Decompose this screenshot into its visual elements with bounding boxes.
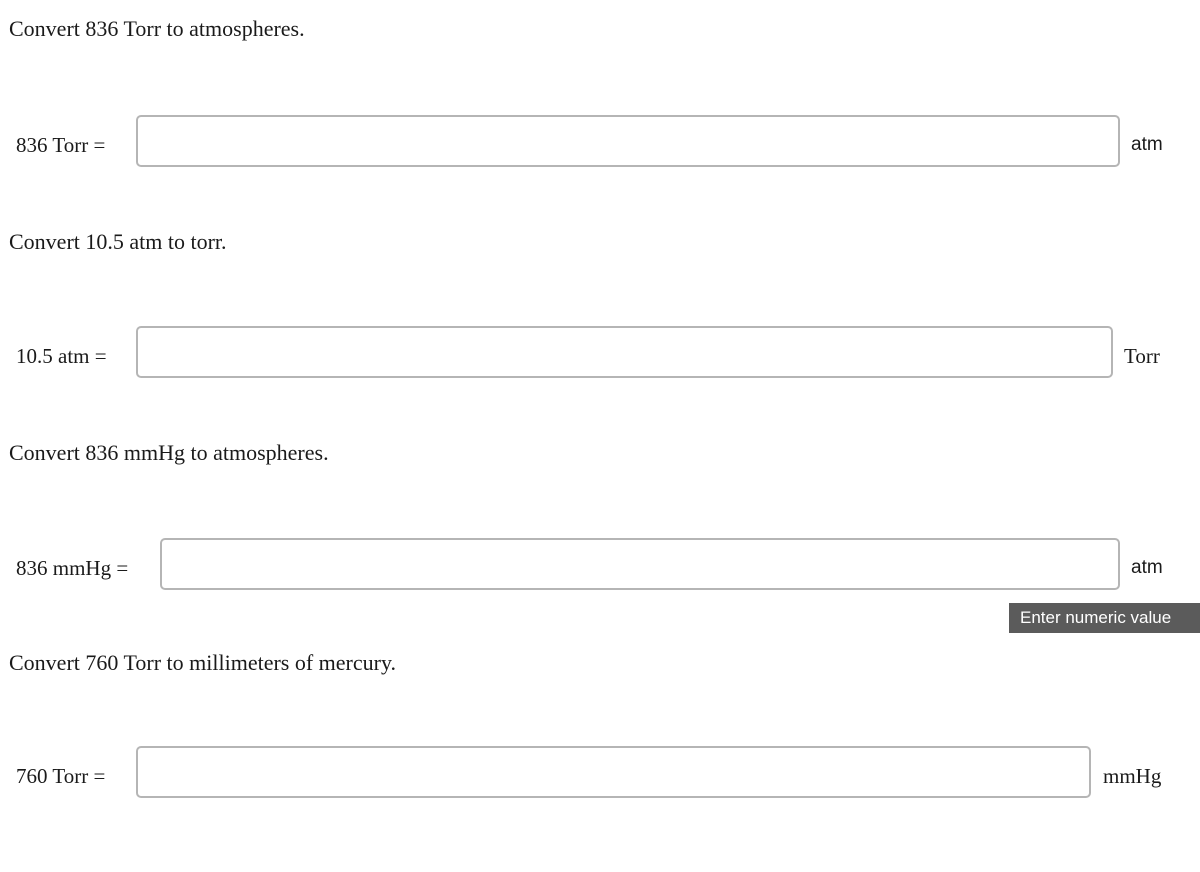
numeric-value-tooltip: Enter numeric value bbox=[1009, 603, 1200, 633]
question-1-prompt: Convert 836 Torr to atmospheres. bbox=[9, 16, 305, 41]
question-4-prompt: Convert 760 Torr to millimeters of mercury. bbox=[9, 650, 397, 675]
question-2-lhs-label: 10.5 atm = bbox=[16, 344, 107, 368]
question-3-lhs-label: 836 mmHg = bbox=[16, 556, 129, 580]
question-4-answer-input[interactable] bbox=[136, 746, 1091, 798]
question-4-unit-label: mmHg bbox=[1103, 764, 1162, 788]
question-3-answer-input[interactable] bbox=[160, 538, 1120, 590]
question-2-prompt: Convert 10.5 atm to torr. bbox=[9, 229, 227, 254]
question-1-answer-input[interactable] bbox=[136, 115, 1120, 167]
question-4-lhs-label: 760 Torr = bbox=[16, 764, 106, 788]
question-1-lhs-label: 836 Torr = bbox=[16, 133, 106, 157]
question-2-answer-input[interactable] bbox=[136, 326, 1113, 378]
question-3-prompt: Convert 836 mmHg to atmospheres. bbox=[9, 440, 329, 465]
question-1-unit-label: atm bbox=[1131, 134, 1163, 155]
question-2-unit-label: Torr bbox=[1124, 344, 1160, 368]
question-3-unit-label: atm bbox=[1131, 557, 1163, 578]
